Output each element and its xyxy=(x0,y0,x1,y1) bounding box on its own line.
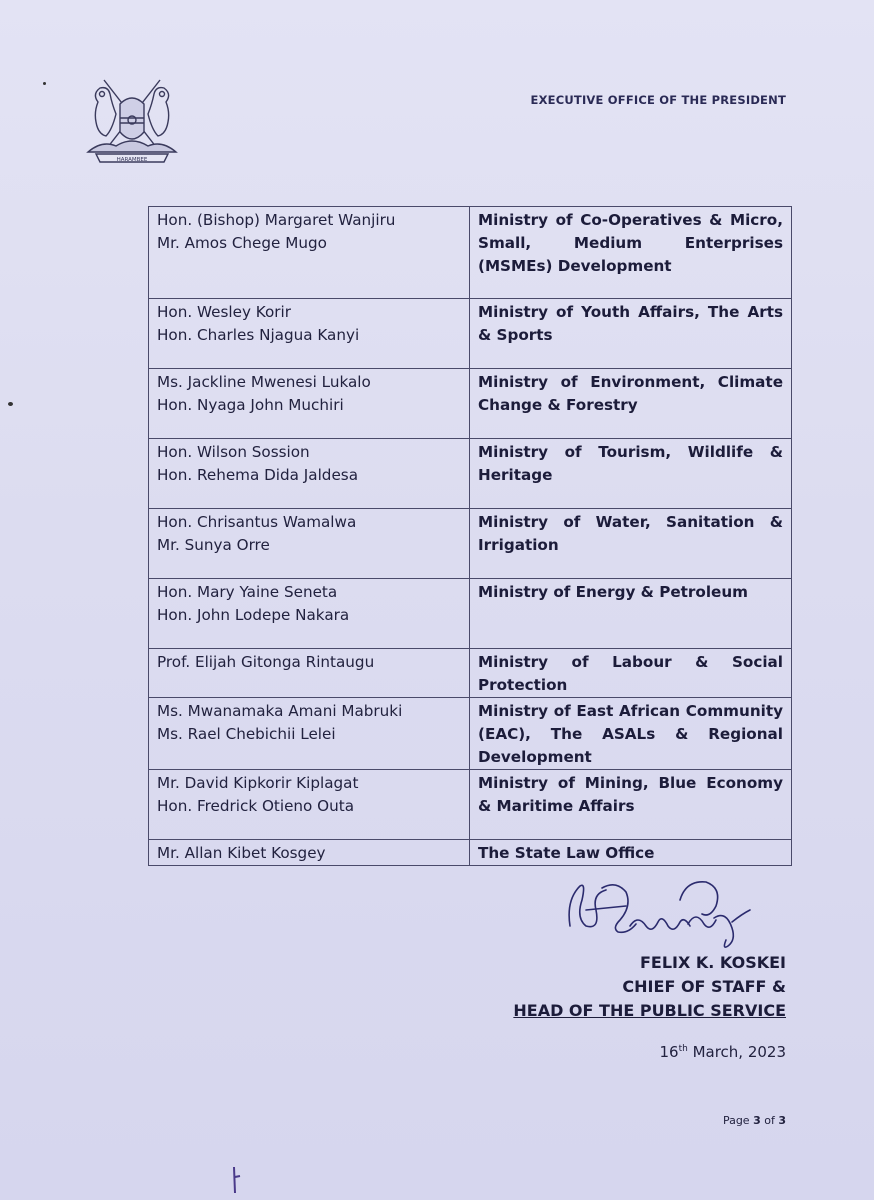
signature-block xyxy=(470,951,786,1023)
nominee-names-cell xyxy=(149,579,470,649)
appointment-row xyxy=(149,770,792,840)
date-rest: March, 2023 xyxy=(687,1043,786,1061)
document-date xyxy=(560,1043,786,1061)
appointments-table xyxy=(148,206,792,866)
nominee-name: Ms. Mwanamaka Amani Mabruki xyxy=(157,702,403,720)
ministry-cell: The State Law Office xyxy=(470,840,792,866)
date-day: 16 xyxy=(659,1043,679,1061)
appointment-row xyxy=(149,698,792,770)
signatory-office: HEAD OF THE PUBLIC SERVICE xyxy=(513,1001,786,1020)
nominee-names-cell xyxy=(149,770,470,840)
page-prefix: Page xyxy=(722,1114,754,1127)
nominee-names-cell xyxy=(149,439,470,509)
nominee-name: Hon. Nyaga John Muchiri xyxy=(157,396,344,414)
nominee-name: Mr. Amos Chege Mugo xyxy=(157,234,327,252)
nominee-name: Mr. David Kipkorir Kiplagat xyxy=(157,774,359,792)
nominee-name: Hon. Fredrick Otieno Outa xyxy=(157,797,355,815)
ministry-cell: Ministry of Co-Operatives & Micro, Small, Medium Enterprises (MSMEs) Development xyxy=(470,207,792,299)
nominee-names-cell xyxy=(149,840,470,866)
nominee-names-cell xyxy=(149,207,470,299)
appointment-row xyxy=(149,369,792,439)
page-total: 3 xyxy=(778,1114,786,1127)
ministry-cell: Ministry of Energy & Petroleum xyxy=(470,579,792,649)
ministry-cell: Ministry of Tourism, Wildlife & Heritage xyxy=(470,439,792,509)
nominee-name: Ms. Jackline Mwenesi Lukalo xyxy=(157,373,371,391)
nominee-name: Mr. Allan Kibet Kosgey xyxy=(157,844,326,862)
appointment-row xyxy=(149,299,792,369)
nominee-names-cell xyxy=(149,649,470,698)
ministry-cell: Ministry of Labour & Social Protection xyxy=(470,649,792,698)
nominee-name: Hon. Chrisantus Wamalwa xyxy=(157,513,357,531)
nominee-name: Hon. Rehema Dida Jaldesa xyxy=(157,466,359,484)
appointment-row xyxy=(149,439,792,509)
speck xyxy=(43,82,46,85)
nominee-name: Ms. Rael Chebichii Lelei xyxy=(157,725,336,743)
svg-text:HARAMBEE: HARAMBEE xyxy=(116,157,148,163)
page-current: 3 xyxy=(753,1114,761,1127)
ministry-cell: Ministry of East African Community (EAC), The ASALs & Regional Development xyxy=(470,698,792,770)
nominee-names-cell xyxy=(149,698,470,770)
pen-mark-icon xyxy=(228,1165,244,1195)
ministry-cell: Ministry of Environment, Climate Change & Forestry xyxy=(470,369,792,439)
nominee-name: Hon. (Bishop) Margaret Wanjiru xyxy=(157,211,396,229)
nominee-names-cell xyxy=(149,369,470,439)
nominee-name: Hon. John Lodepe Nakara xyxy=(157,606,350,624)
page-middle: of xyxy=(760,1114,779,1127)
nominee-name: Hon. Mary Yaine Seneta xyxy=(157,583,338,601)
nominee-names-cell xyxy=(149,299,470,369)
signatory-name: FELIX K. KOSKEI xyxy=(639,953,786,972)
appointment-row xyxy=(149,649,792,698)
appointment-row xyxy=(149,207,792,299)
ministry-cell: Ministry of Water, Sanitation & Irrigation xyxy=(470,509,792,579)
date-suffix: th xyxy=(678,1044,688,1054)
page-number xyxy=(680,1114,786,1127)
appointment-row xyxy=(149,579,792,649)
nominee-name: Mr. Sunya Orre xyxy=(157,536,270,554)
appointment-row xyxy=(149,840,792,866)
office-title: EXECUTIVE OFFICE OF THE PRESIDENT xyxy=(530,93,786,107)
nominee-name: Prof. Elijah Gitonga Rintaugu xyxy=(157,653,375,671)
nominee-name: Hon. Wilson Sossion xyxy=(157,443,310,461)
signatory-title: CHIEF OF STAFF & xyxy=(622,977,786,996)
nominee-name: Hon. Wesley Korir xyxy=(157,303,291,321)
ministry-cell: Ministry of Youth Affairs, The Arts & Sports xyxy=(470,299,792,369)
nominee-names-cell xyxy=(149,509,470,579)
ministry-cell: Ministry of Mining, Blue Economy & Maritime Affairs xyxy=(470,770,792,840)
coat-of-arms-icon xyxy=(82,74,182,166)
signature-icon xyxy=(556,870,766,950)
speck xyxy=(8,402,13,406)
appointment-row xyxy=(149,509,792,579)
nominee-name: Hon. Charles Njagua Kanyi xyxy=(157,326,360,344)
